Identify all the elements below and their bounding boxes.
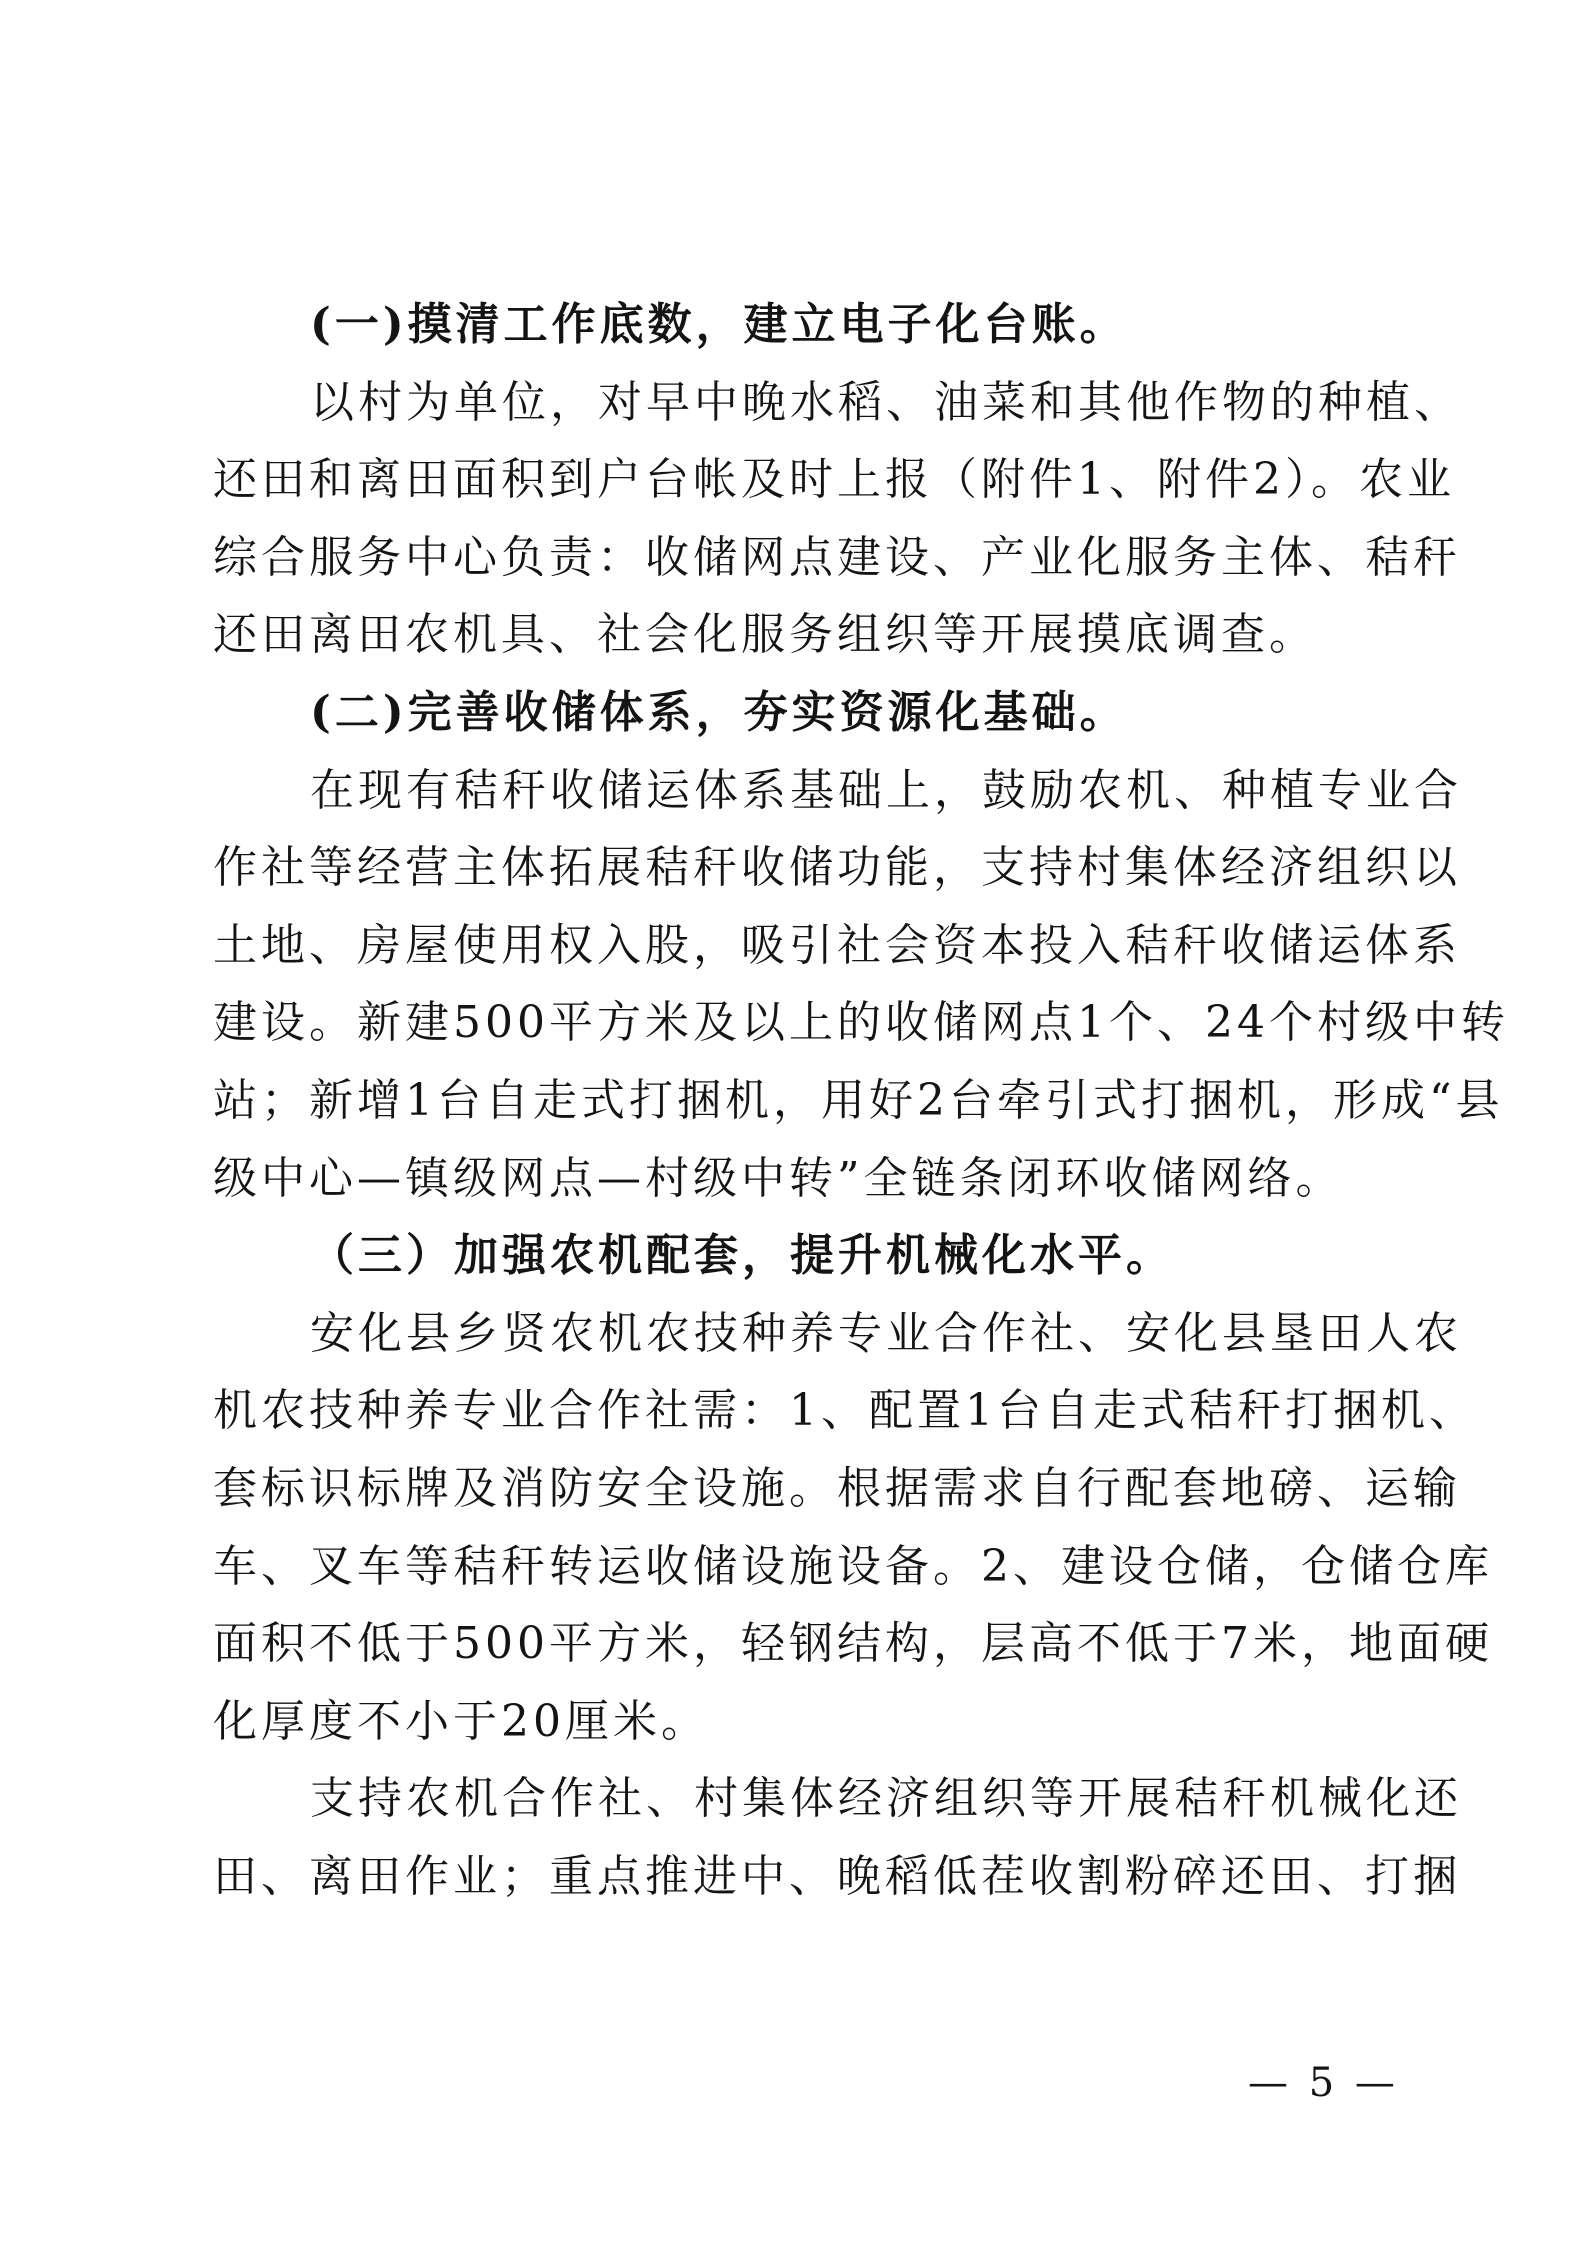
paragraph [213, 752, 1509, 1218]
text-line: 套标识标牌及消防安全设施。根据需求自行配套地磅、运输 [213, 1462, 1461, 1514]
text-line: (二)完善收储体系，夯实资源化基础。 [310, 686, 1128, 738]
text-line: 面积不低于500平方米，轻钢结构，层高不低于7米，地面硬 [213, 1618, 1493, 1670]
text-line: 田、离田作业；重点推进中、晚稻低茬收割粉碎还田、打捆 [213, 1850, 1461, 1902]
text-line: 土地、房屋使用权入股，吸引社会资本投入秸秆收储运体系 [213, 919, 1461, 971]
text-line: 站；新增1台自走式打捆机，用好2台牵引式打捆机，形成“县 [213, 1074, 1504, 1126]
paragraph [213, 364, 1462, 674]
paragraph [213, 1295, 1493, 1761]
text-line: 支持农机合作社、村集体经济组织等开展秸秆机械化还 [310, 1773, 1462, 1825]
text-line: 还田和离田面积到户台帐及时上报（附件1、附件2）。农业 [213, 454, 1455, 506]
text-line: 建设。新建500平方米及以上的收储网点1个、24个村级中转 [213, 997, 1509, 1049]
text-line: 安化县乡贤农机农技种养专业合作社、安化县垦田人农 [310, 1307, 1462, 1359]
document-body [213, 286, 1509, 1915]
text-line: 在现有秸秆收储运体系基础上，鼓励农机、种植专业合 [310, 764, 1462, 816]
section-heading [213, 674, 1383, 752]
section-heading [213, 1217, 1383, 1295]
text-line: 综合服务中心负责：收储网点建设、产业化服务主体、秸秆 [213, 531, 1461, 583]
text-line: 化厚度不小于20厘米。 [213, 1695, 709, 1747]
text-line: 车、叉车等秸秆转运收储设施设备。2、建设仓储，仓储仓库 [213, 1540, 1493, 1592]
paragraph [213, 1760, 1462, 1915]
page-number: — 5 — [1248, 2060, 1399, 2106]
text-line: （三）加强农机配套，提升机械化水平。 [310, 1230, 1174, 1282]
text-line: 级中心—镇级网点—村级中转”全链条闭环收储网络。 [213, 1152, 1344, 1204]
text-line: 机农技种养专业合作社需：1、配置1台自走式秸秆打捆机、 [213, 1385, 1477, 1437]
text-line: 作社等经营主体拓展秸秆收储功能，支持村集体经济组织以 [213, 842, 1461, 894]
text-line: 还田离田农机具、社会化服务组织等开展摸底调查。 [213, 609, 1317, 661]
text-line: 以村为单位，对早中晚水稻、油菜和其他作物的种植、 [310, 376, 1462, 428]
text-line: (一)摸清工作底数，建立电子化台账。 [310, 299, 1128, 350]
section-heading [213, 286, 1383, 364]
